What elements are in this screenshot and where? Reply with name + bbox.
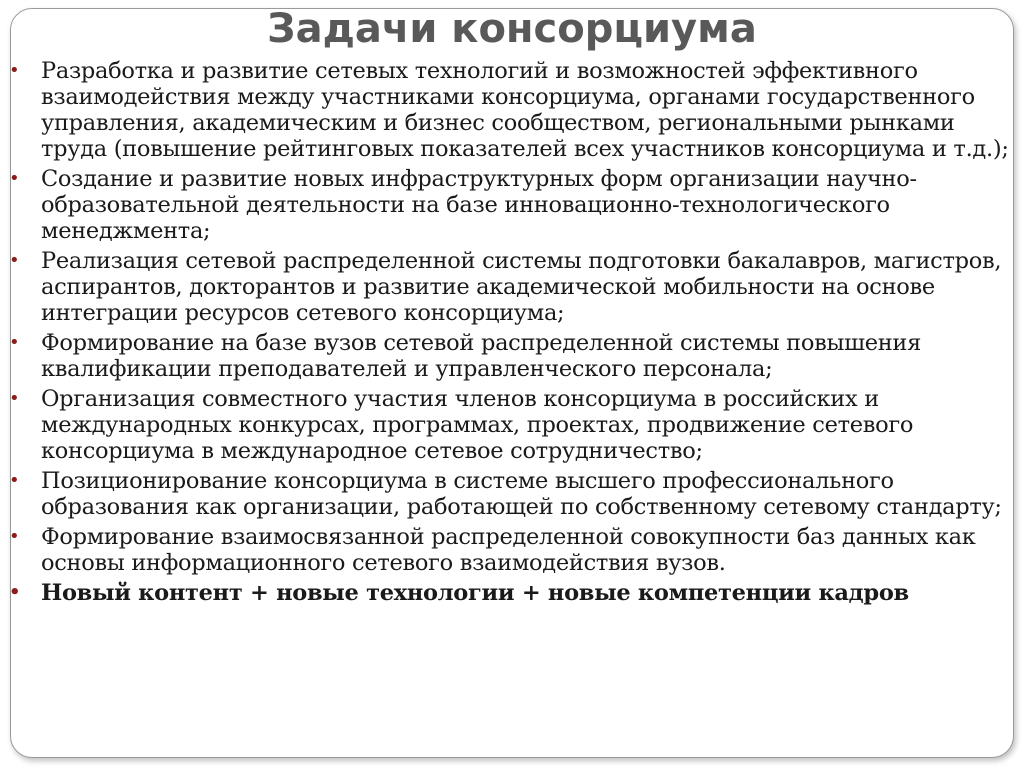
bullet-icon: •: [9, 582, 21, 603]
list-item-text: Позиционирование консорциума в системе высшего профессионального образования как организации, работающей по собственному сетевому стандарту;: [41, 468, 1002, 520]
list-item-text: Формирование на базе вузов сетевой распределенной системы повышения квалификации преподавателей и управленческого персонала;: [41, 330, 922, 382]
list-item: [0, 524, 1024, 576]
list-item-text: Создание и развитие новых инфраструктурных форм организации научно-образовательной деятельности на базе инновационно-технологического менеджмента;: [41, 166, 917, 244]
list-item-text: Разработка и развитие сетевых технологий и возможностей эффективного взаимодействия между участниками консорциума, органами государственного управления, академическим и бизнес сообществом, региональными рынками труда (повышение рейтинговых показателей всех участников консорциума и т.д.);: [41, 58, 1009, 162]
list-item: [0, 248, 1024, 326]
list-item: [0, 330, 1024, 382]
slide-title: Задачи консорциума: [267, 6, 757, 52]
list-item: [0, 468, 1024, 520]
list-item: [0, 58, 1024, 162]
list-item-text: Реализация сетевой распределенной системы подготовки бакалавров, магистров, аспирантов, докторантов и развитие академической мобильности на основе интеграции ресурсов сетевого консорциума;: [41, 248, 1002, 326]
bullet-icon: •: [9, 526, 20, 547]
list-item-text: Формирование взаимосвязанной распределенной совокупности баз данных как основы информационного сетевого взаимодействия вузов.: [41, 524, 976, 576]
bullet-icon: •: [9, 388, 20, 409]
bullet-icon: •: [9, 60, 20, 81]
task-list: [0, 58, 1024, 610]
list-item-text: Организация совместного участия членов консорциума в российских и международных конкурсах, программах, проектах, продвижение сетевого консорциума в международное сетевое сотрудничество;: [41, 386, 914, 464]
bullet-icon: •: [9, 168, 20, 189]
bullet-icon: •: [9, 470, 20, 491]
list-item: [0, 386, 1024, 464]
summary-text: Новый контент + новые технологии + новые компетенции кадров: [41, 580, 909, 606]
bullet-icon: •: [9, 250, 20, 271]
list-item: [0, 166, 1024, 244]
bullet-icon: •: [9, 332, 20, 353]
summary-item: [0, 580, 1024, 606]
